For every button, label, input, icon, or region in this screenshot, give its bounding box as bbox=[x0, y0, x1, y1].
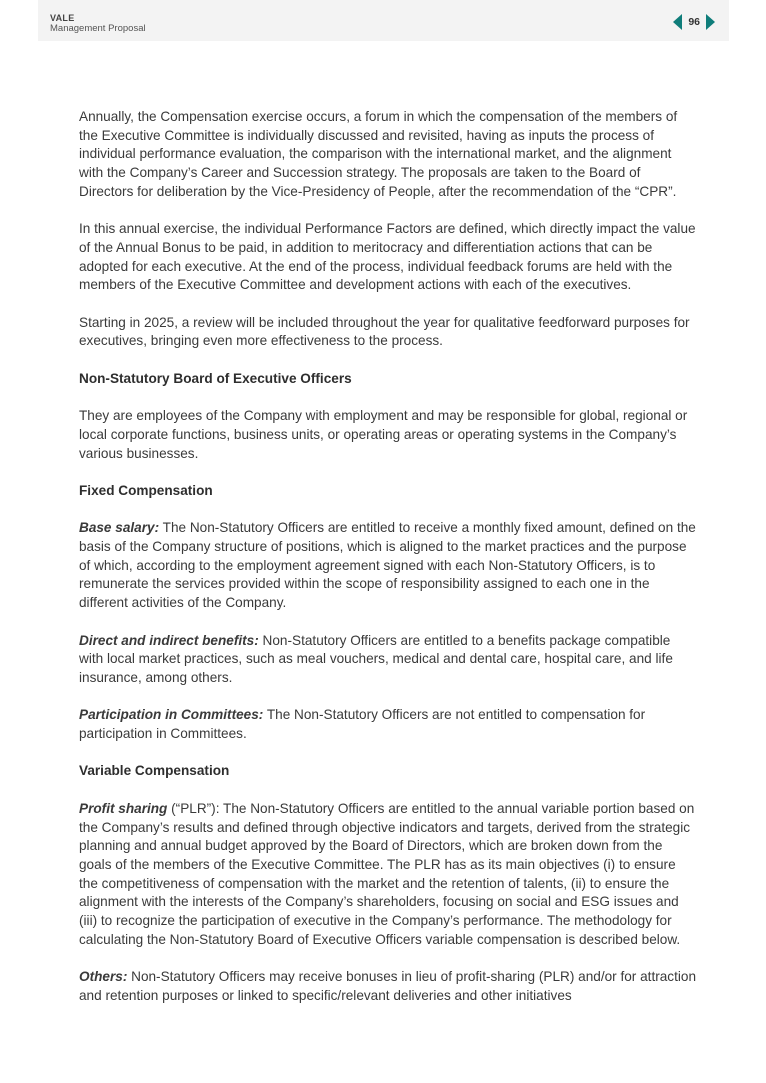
paragraph-committees bbox=[79, 706, 697, 743]
base-salary-label: Base salary: bbox=[79, 520, 160, 536]
committees-text: The Non-Statutory Officers are not entitled to compensation for participation in Committees. bbox=[79, 707, 646, 742]
paragraph-feedforward: Starting in 2025, a review will be included throughout the year for qualitative feedforward purposes for executives, bringing even more effectiveness to the process. bbox=[79, 314, 690, 349]
paragraph-annual-exercise: In this annual exercise, the individual Performance Factors are defined, which directly impact the value of the Annual Bonus to be paid, in addition to meritocracy and differentiation actions that can be adopted for each executive. At the end of the process, individual feedback forums are held with the members of the Executive Committee and development actions with each of the executives. bbox=[79, 221, 696, 293]
profit-sharing-text: (“PLR”): The Non-Statutory Officers are entitled to the annual variable portion based on the Company’s results and defined through objective indicators and targets, derived from the strategic planning and annual budget approved by the Board of Directors, which are broken down from the goals of the members of the Executive Committee. The PLR has as its main objectives (i) to ensure the competitiveness of compensation with the market and the retention of talents, (ii) to ensure the alignment with the interests of the Company’s shareholders, focusing on social and ESG issues and (iii) to recognize the participation of executive in the Company’s performance. The methodology for calculating the Non-Statutory Board of Executive Officers variable compensation is described below. bbox=[79, 800, 695, 947]
benefits-label: Direct and indirect benefits: bbox=[79, 632, 259, 648]
heading-variable-compensation: Variable Compensation bbox=[79, 763, 230, 779]
page-header bbox=[38, 0, 729, 41]
paragraph-benefits bbox=[79, 632, 697, 688]
paragraph-base-salary bbox=[79, 519, 697, 613]
document-subtitle: Management Proposal bbox=[50, 23, 146, 34]
heading-fixed-compensation: Fixed Compensation bbox=[79, 482, 213, 498]
heading-non-statutory-board: Non-Statutory Board of Executive Officers bbox=[79, 370, 352, 386]
base-salary-text: The Non-Statutory Officers are entitled to receive a monthly fixed amount, defined on the basis of the Company structure of positions, which is aligned to the market practices and the purpose of which, according to the employment agreement signed with each Non-Statutory Officers, is to remunerate the services provided within the scope of responsibility assigned to each one in the different activities of the Company. bbox=[79, 520, 696, 611]
paragraph-employees: They are employees of the Company with employment and may be responsible for global, regional or local corporate functions, business units, or operating areas or operating systems in the Company’s various businesses. bbox=[79, 408, 688, 461]
profit-sharing-label: Profit sharing bbox=[79, 800, 168, 816]
document-body bbox=[79, 108, 697, 1024]
paragraph-compensation-exercise: Annually, the Compensation exercise occurs, a forum in which the compensation of the members of the Executive Committee is individually discussed and revisited, having as inputs the process of individual performance evaluation, the comparison with the international market, and the alignment with the Company’s Career and Succession strategy. The proposals are taken to the Board of Directors for deliberation by the Vice-Presidency of People, after the recommendation of the “CPR”. bbox=[79, 109, 678, 199]
page-navigator bbox=[673, 14, 715, 30]
brand-name: VALE bbox=[50, 13, 75, 23]
next-page-icon[interactable] bbox=[706, 14, 715, 30]
benefits-text: Non-Statutory Officers are entitled to a benefits package compatible with local market practices, such as meal vouchers, medical and dental care, hospital care, and life insurance, among others. bbox=[79, 632, 673, 685]
paragraph-others bbox=[79, 968, 697, 1005]
previous-page-icon[interactable] bbox=[673, 14, 682, 30]
committees-label: Participation in Committees: bbox=[79, 707, 264, 723]
others-text: Non-Statutory Officers may receive bonuses in lieu of profit-sharing (PLR) and/or for attraction and retention purposes or linked to specific/relevant deliveries and other initiatives bbox=[79, 969, 697, 1003]
brand-block bbox=[50, 13, 146, 35]
paragraph-profit-sharing bbox=[79, 800, 697, 950]
page-number: 96 bbox=[688, 16, 700, 28]
others-label: Others: bbox=[79, 969, 128, 985]
